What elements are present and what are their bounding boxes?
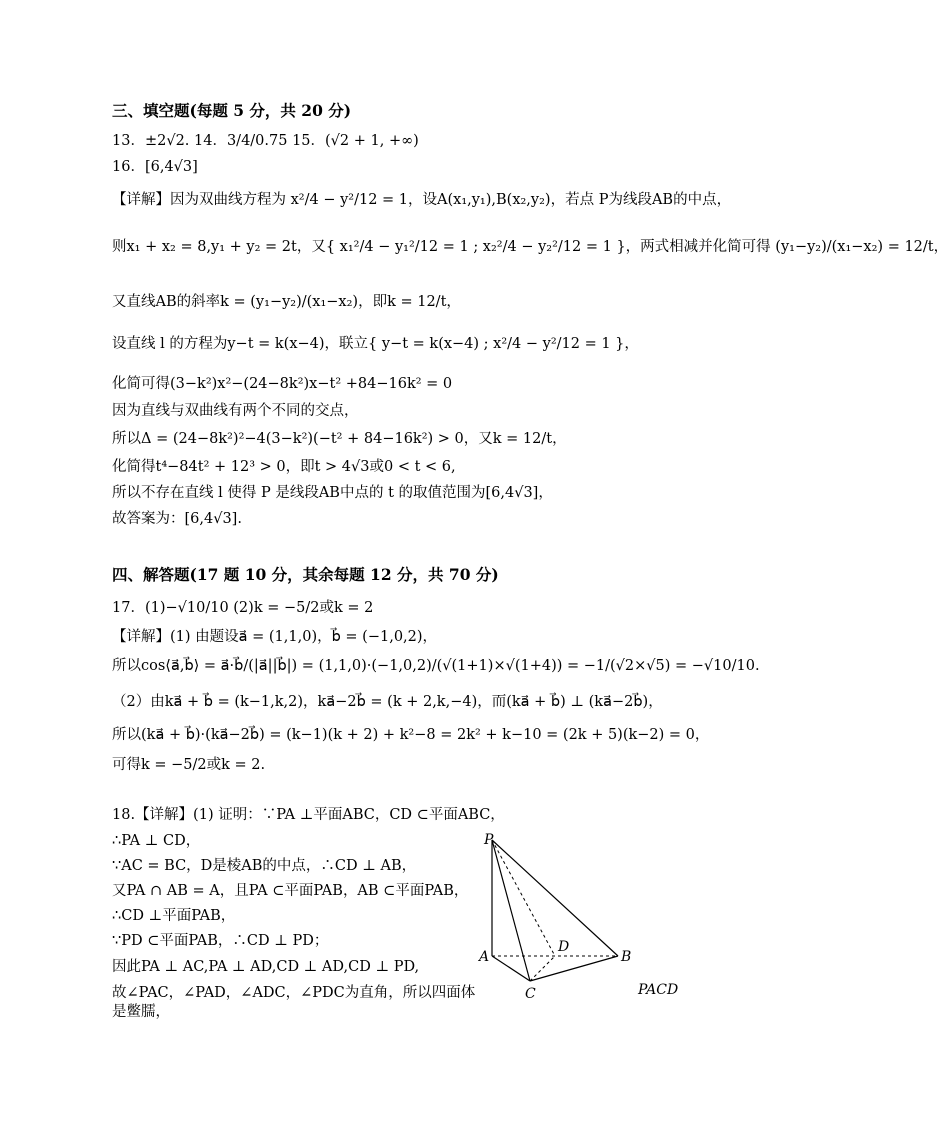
q18-line-2: ∴PA ⊥ CD， xyxy=(112,833,201,849)
q18-line-4: 又PA ∩ AB = A，且PA ⊂平面PAB，AB ⊂平面PAB， xyxy=(112,883,469,899)
q16-line-2: 则x₁ + x₂ = 8,y₁ + y₂ = 2t，又{ x₁²/4 − y₁²/12 = 1 ; x₂²/4 − y₂²/12 = 1 }，两式相减并化简可得 (y₁−y₂)/(x₁−x₂) = 12/t， xyxy=(112,239,948,255)
q18-line-9: 是鳖臑， xyxy=(112,1004,170,1020)
answers-13-15: 13．±2√2. 14．3/4/0.75 15．(√2 + 1, +∞) xyxy=(112,133,419,149)
q18-line-1: 18.【详解】(1) 证明：∵PA ⊥平面ABC，CD ⊂平面ABC， xyxy=(112,807,505,823)
label-P: P xyxy=(484,832,494,848)
q16-line-3: 又直线AB的斜率k = (y₁−y₂)/(x₁−x₂)，即k = 12/t， xyxy=(112,294,461,310)
q18-line-8: 故∠PAC，∠PAD，∠ADC，∠PDC为直角，所以四面体 xyxy=(112,985,476,1001)
q16-line-6: 因为直线与双曲线有两个不同的交点， xyxy=(112,403,359,419)
q16-line-1: 【详解】因为双曲线方程为 x²/4 − y²/12 = 1，设A(x₁,y₁),B(x₂,y₂)，若点 P为线段AB的中点， xyxy=(112,192,732,208)
q16-line-5: 化简可得(3−k²)x²−(24−8k²)x−t² +84−16k² = 0 xyxy=(112,376,453,392)
edge-PB xyxy=(492,840,618,956)
label-B: B xyxy=(621,949,632,965)
edge-PD-hidden xyxy=(492,840,555,956)
tetrahedron-name: PACD xyxy=(638,982,679,998)
q17-answer: 17．(1)−√10/10 (2)k = −5/2或k = 2 xyxy=(112,600,374,616)
label-A: A xyxy=(479,949,490,965)
q16-line-7: 所以Δ = (24−8k²)²−4(3−k²)(−t² + 84−16k²) > 0，又k = 12/t， xyxy=(112,431,567,447)
answer-16: 16．[6,4√3] xyxy=(112,159,198,175)
q17-line-3: （2）由ka⃗ + b⃗ = (k−1,k,2)，ka⃗−2b⃗ = (k + 2,k,−4)，而(ka⃗ + b⃗) ⊥ (ka⃗−2b⃗)， xyxy=(112,694,663,710)
q17-line-2: 所以cos⟨a⃗,b⃗⟩ = a⃗·b⃗/(|a⃗||b⃗|) = (1,1,0)·(−1,0,2)/(√(1+1)×√(1+4)) = −1/(√2×√5) = −√10/10. xyxy=(112,658,760,674)
q16-line-4: 设直线 l 的方程为y−t = k(x−4)，联立{ y−t = k(x−4) ; x²/4 − y²/12 = 1 }， xyxy=(112,336,639,352)
q17-line-1: 【详解】(1) 由题设a⃗ = (1,1,0)，b⃗ = (−1,0,2)， xyxy=(112,629,438,645)
section3-heading: 三、填空题(每题 5 分，共 20 分) xyxy=(112,101,352,120)
q17-line-4: 所以(ka⃗ + b⃗)·(ka⃗−2b⃗) = (k−1)(k + 2) + k²−8 = 2k² + k−10 = (2k + 5)(k−2) = 0， xyxy=(112,727,710,743)
q16-line-10: 故答案为：[6,4√3]. xyxy=(112,511,242,527)
q17-line-5: 可得k = −5/2或k = 2. xyxy=(112,757,266,773)
label-D: D xyxy=(558,939,570,955)
q16-line-9: 所以不存在直线 l 使得 P 是线段AB中点的 t 的取值范围为[6,4√3]， xyxy=(112,485,553,501)
q18-line-7: 因此PA ⊥ AC,PA ⊥ AD,CD ⊥ AD,CD ⊥ PD, xyxy=(112,959,420,975)
section4-heading: 四、解答题(17 题 10 分，其余每题 12 分，共 70 分) xyxy=(112,565,499,584)
q16-line-8: 化简得t⁴−84t² + 12³ > 0，即t > 4√3或0 < t < 6, xyxy=(112,459,456,475)
q18-line-3: ∵AC = BC，D是棱AB的中点，∴CD ⊥ AB， xyxy=(112,858,417,874)
tetrahedron-figure xyxy=(470,828,640,1003)
q18-line-6: ∵PD ⊂平面PAB，∴CD ⊥ PD； xyxy=(112,933,329,949)
label-C: C xyxy=(525,986,536,1002)
q18-line-5: ∴CD ⊥平面PAB， xyxy=(112,908,236,924)
